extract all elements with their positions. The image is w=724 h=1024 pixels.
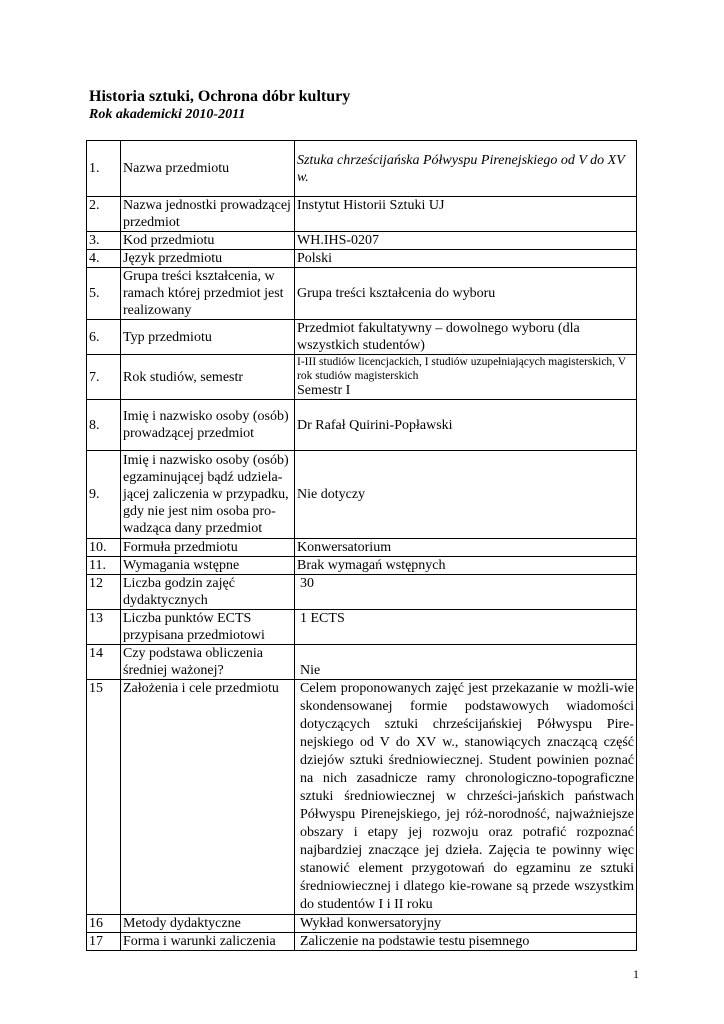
row-label: Czy podstawa obliczenia średniej ważonej?: [121, 645, 295, 680]
table-row: [87, 141, 637, 197]
row-value: Brak wymagań wstępnych: [295, 557, 637, 575]
row-number: 6.: [87, 320, 121, 355]
row-label: Grupa treści kształcenia, w ramach której przedmiot jest realizowany: [121, 268, 295, 320]
row-value: Grupa treści kształcenia do wyboru: [295, 268, 637, 320]
row-number: 7.: [87, 355, 121, 400]
course-name-value: Sztuka chrześcijańska Półwyspu Pirenejskiego od V do XV w.: [295, 141, 637, 197]
table-row: [87, 557, 637, 575]
row-number: 1.: [87, 141, 121, 197]
row-label: Typ przedmiotu: [121, 320, 295, 355]
row-value: 30: [295, 575, 637, 610]
row-label: Założenia i cele przedmiotu: [121, 680, 295, 915]
table-row: [87, 645, 637, 680]
table-row: [87, 451, 637, 539]
row-label: Formuła przedmiotu: [121, 539, 295, 557]
row-number: 3.: [87, 232, 121, 250]
row-value: [295, 355, 637, 400]
academic-year: Rok akademicki 2010-2011: [89, 107, 246, 122]
row-value: Polski: [295, 250, 637, 268]
row-value: Zaliczenie na podstawie testu pisemnego: [295, 933, 637, 951]
row-value: Nie: [295, 645, 637, 680]
row-label: Kod przedmiotu: [121, 232, 295, 250]
table-row: [87, 575, 637, 610]
row-label: Forma i warunki zaliczenia: [121, 933, 295, 951]
row-value: 1 ECTS: [295, 610, 637, 645]
row-number: 5.: [87, 268, 121, 320]
row-label: Liczba punktów ECTS przypisana przedmiotowi: [121, 610, 295, 645]
study-years-text: I-III studiów licencjackich, I studiów uzupełniających magisterskich, V rok studiów magisterskich: [297, 356, 626, 382]
row-number: 11.: [87, 557, 121, 575]
page-number: 1: [633, 967, 639, 981]
row-number: 4.: [87, 250, 121, 268]
row-number: 8.: [87, 400, 121, 451]
table-row: [87, 197, 637, 232]
table-row: [87, 268, 637, 320]
row-value: Instytut Historii Sztuki UJ: [295, 197, 637, 232]
row-label: Rok studiów, semestr: [121, 355, 295, 400]
row-label: Metody dydaktyczne: [121, 915, 295, 933]
row-value: Konwersatorium: [295, 539, 637, 557]
row-label: Imię i nazwisko osoby (osób) prowadzącej przedmiot: [121, 400, 295, 451]
table-row: [87, 355, 637, 400]
row-number: 2.: [87, 197, 121, 232]
row-number: 9.: [87, 451, 121, 539]
table-row: [87, 250, 637, 268]
table-row: [87, 680, 637, 915]
row-number: 14: [87, 645, 121, 680]
row-label: Nazwa przedmiotu: [121, 141, 295, 197]
course-goals-text: Celem proponowanych zajęć jest przekazanie w możli-wie skondensowanej formie podstawowych wiadomości dotyczących sztuki chrześcijańskiej Półwyspu Pire-nejskiego od V do XV w., stanowiących znaczącą część dziejów sztuki średniowiecznej. Student powinien poznać na nich zasadnicze ramy chronologiczno-topograficzne sztuki średniowiecznej w chrześci-jańskich państwach Półwyspu Pirenejskiego, jej róż-norodność, najważniejsze obszary i etapy jej rozwoju oraz potrafić rozpoznać najbardziej znaczące jej dzieła. Zajęcia te powinny więc stanowić element przygotowań do egzaminu ze sztuki średniowiecznej i dlatego kie-rowane są przede wszystkim do studentów I i II roku: [295, 680, 637, 915]
row-label: Wymagania wstępne: [121, 557, 295, 575]
row-value: Wykład konwersatoryjny: [295, 915, 637, 933]
row-label: Liczba godzin zajęć dydaktycznych: [121, 575, 295, 610]
row-value: WH.IHS-0207: [295, 232, 637, 250]
course-syllabus-table: [86, 140, 637, 951]
row-number: 15: [87, 680, 121, 915]
row-number: 16: [87, 915, 121, 933]
table-row: [87, 320, 637, 355]
row-value: Nie dotyczy: [295, 451, 637, 539]
row-value: Przedmiot fakultatywny – dowolnego wyboru (dla wszystkich studentów): [295, 320, 637, 355]
row-label: Nazwa jednostki prowadzącej przedmiot: [121, 197, 295, 232]
table-row: [87, 400, 637, 451]
table-row: [87, 232, 637, 250]
semester-text: Semestr I: [297, 383, 351, 398]
row-label: Imię i nazwisko osoby (osób) egzaminującej bądź udziela-jącej zaliczenia w przypadku, gdy nie jest nim osoba pro-wadząca dany przedmiot: [121, 451, 295, 539]
row-number: 13: [87, 610, 121, 645]
table-row: [87, 610, 637, 645]
row-label: Język przedmiotu: [121, 250, 295, 268]
row-number: 10.: [87, 539, 121, 557]
table-row: [87, 915, 637, 933]
row-value: Dr Rafał Quirini-Popławski: [295, 400, 637, 451]
document-title: Historia sztuki, Ochrona dóbr kultury: [89, 88, 351, 105]
row-number: 12: [87, 575, 121, 610]
row-number: 17: [87, 933, 121, 951]
table-row: [87, 933, 637, 951]
table-row: [87, 539, 637, 557]
